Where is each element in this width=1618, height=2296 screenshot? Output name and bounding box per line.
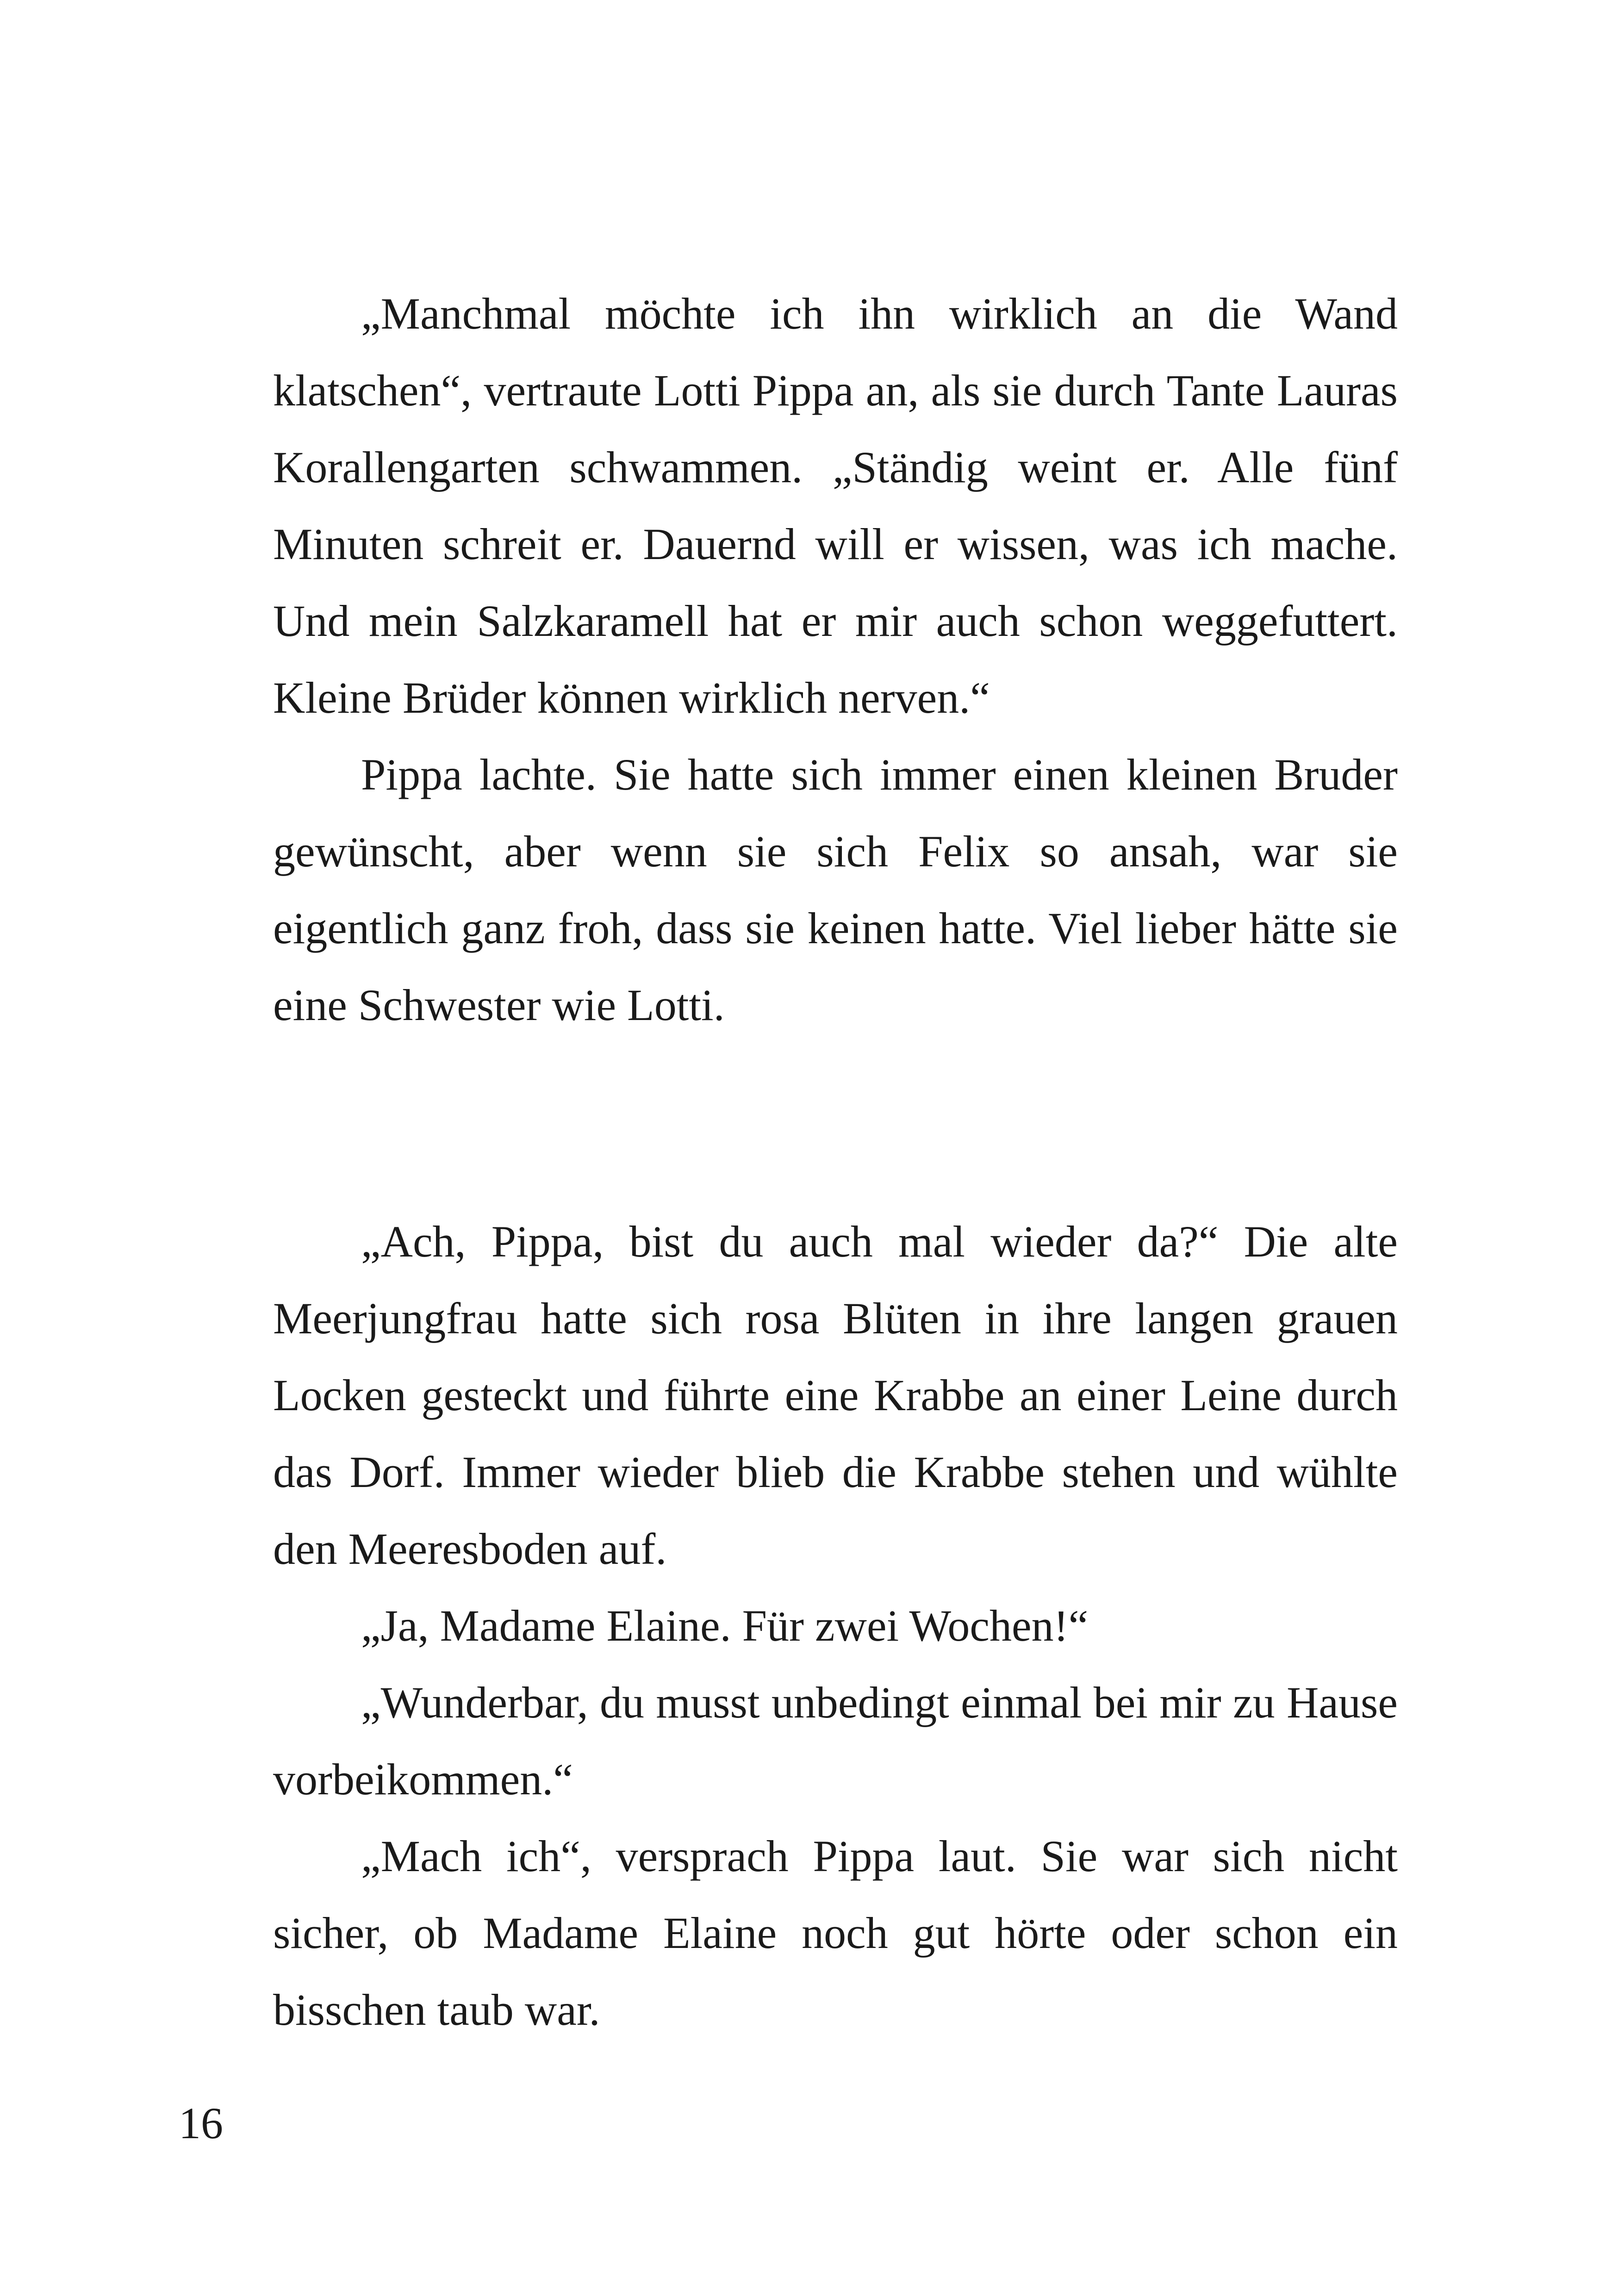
text-section-1	[273, 275, 1398, 1044]
text-section-2	[273, 1203, 1398, 2048]
page-number: 16	[179, 2098, 223, 2148]
paragraph: „Manchmal möchte ich ihn wirklich an die Wand klatschen“, vertraute Lotti Pippa an, als sie durch Tante Lauras Korallengarten schwammen. „Ständig weint er. Alle fünf Minuten schreit er. Dauernd will er wissen, was ich mache. Und mein Salzkaramell hat er mir auch schon weggefuttert. Kleine Brüder können wirklich nerven.“	[273, 289, 1398, 722]
paragraph: „Wunderbar, du musst unbedingt einmal bei mir zu Hause vorbeikommen.“	[273, 1678, 1398, 1804]
paragraph: „Mach ich“, versprach Pippa laut. Sie war sich nicht sicher, ob Madame Elaine noch gut hörte oder schon ein bisschen taub war.	[273, 1831, 1398, 2035]
paragraph: „Ja, Madame Elaine. Für zwei Wochen!“	[361, 1601, 1089, 1650]
paragraph: Pippa lachte. Sie hatte sich immer einen kleinen Bruder gewünscht, aber wenn sie sich Felix so ansah, war sie eigentlich ganz froh, dass sie keinen hatte. Viel lieber hätte sie eine Schwester wie Lotti.	[273, 750, 1398, 1030]
paragraph: „Ach, Pippa, bist du auch mal wieder da?“ Die alte Meerjungfrau hatte sich rosa Blüten in ihre langen grauen Locken gesteckt und führte eine Krabbe an einer Leine durch das Dorf. Immer wieder blieb die Krabbe stehen und wühlte den Meeresboden auf.	[273, 1217, 1398, 1574]
